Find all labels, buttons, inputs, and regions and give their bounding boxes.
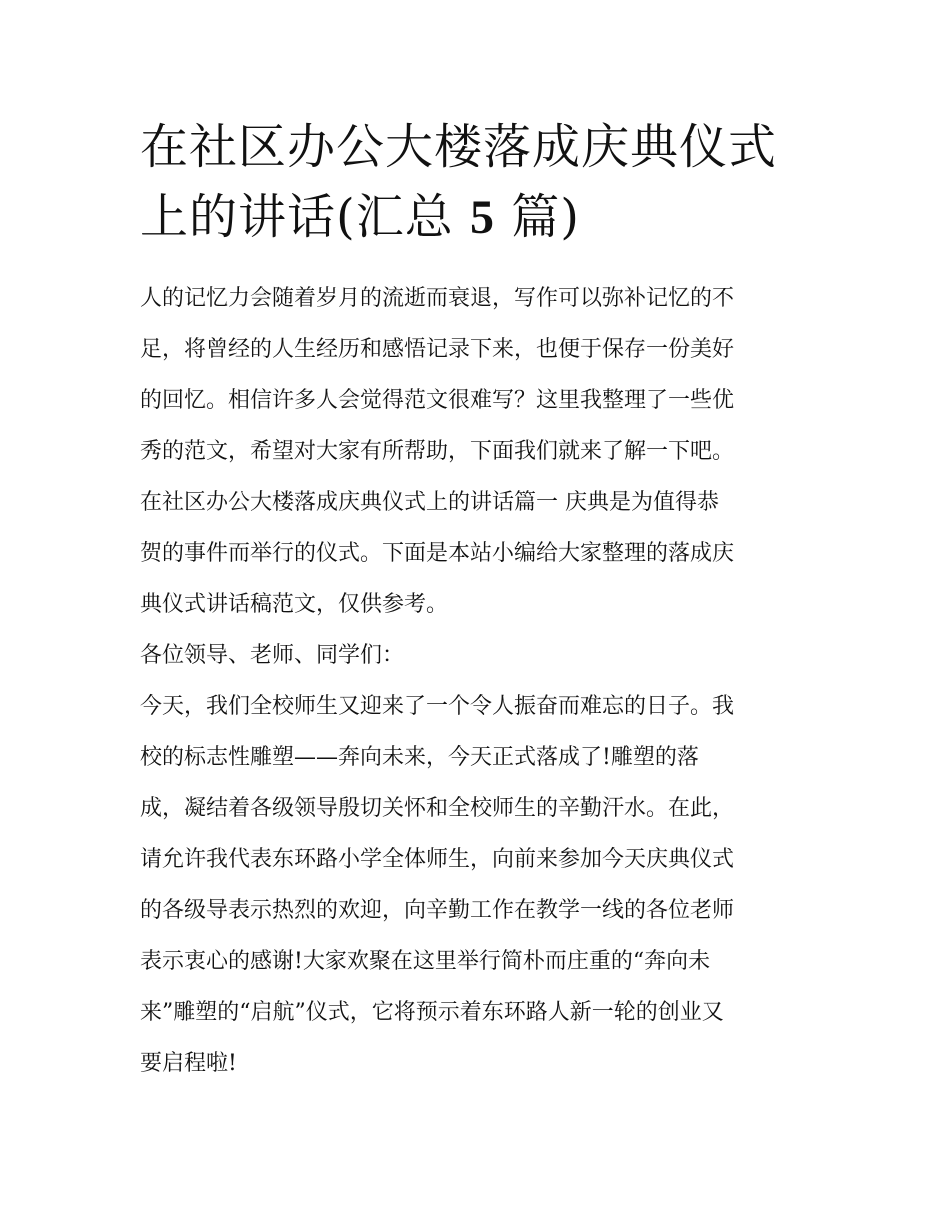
body-line: 在社区办公大楼落成庆典仪式上的讲话篇一 庆典是为值得恭 [140, 490, 719, 515]
body-line: 典仪式讲话稿范文，仅供参考。 [140, 592, 449, 617]
body-line: 今天，我们全校师生又迎来了一个令人振奋而难忘的日子。我 [140, 694, 735, 719]
body-line: 的回忆。相信许多人会觉得范文很难写？这里我整理了一些优 [140, 388, 735, 413]
body-line: 表示衷心的感谢!大家欢聚在这里举行简朴而庄重的“奔向未 [140, 949, 711, 974]
document-body [140, 273, 820, 1089]
document-page [140, 112, 820, 1089]
body-line: 秀的范文，希望对大家有所帮助，下面我们就来了解一下吧。 [140, 439, 735, 464]
salutation-line: 各位领导、老师、同学们： [140, 643, 405, 668]
title-line-1: 在社区办公大楼落成庆典仪式 [140, 119, 778, 175]
body-line: 的各级导表示热烈的欢迎，向辛勤工作在教学一线的各位老师 [140, 898, 735, 923]
document-title [140, 112, 820, 253]
body-line: 要启程啦! [140, 1051, 237, 1076]
body-line: 足，将曾经的人生经历和感悟记录下来，也便于保存一份美好 [140, 337, 735, 362]
body-line: 来”雕塑的“启航”仪式，它将预示着东环路人新一轮的创业又 [140, 1000, 724, 1025]
title-line-2-suffix: 篇) [495, 189, 580, 245]
title-line-2-number: 5 [470, 191, 495, 244]
body-line: 人的记忆力会随着岁月的流逝而衰退，写作可以弥补记忆的不 [140, 286, 735, 311]
body-line: 贺的事件而举行的仪式。下面是本站小编给大家整理的落成庆 [140, 541, 735, 566]
body-line: 校的标志性雕塑——奔向未来，今天正式落成了!雕塑的落 [140, 745, 699, 770]
body-line: 请允许我代表东环路小学全体师生，向前来参加今天庆典仪式 [140, 847, 735, 872]
title-line-2-prefix: 上的讲话(汇总 [140, 189, 470, 245]
body-line: 成，凝结着各级领导殷切关怀和全校师生的辛勤汗水。在此， [140, 796, 735, 821]
